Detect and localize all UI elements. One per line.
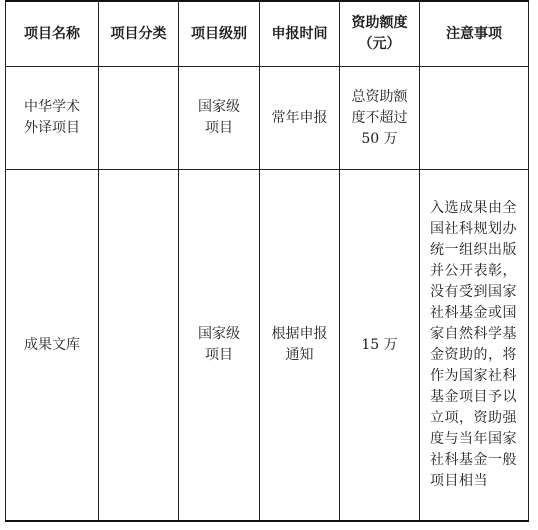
header-funding-amount-text: 资助额度（元） bbox=[351, 15, 408, 52]
project-table bbox=[5, 0, 529, 522]
header-project-category: 项目分类 bbox=[99, 1, 179, 67]
cell-project-name bbox=[6, 170, 99, 522]
cell-project-category bbox=[99, 67, 179, 170]
table-header-row bbox=[6, 1, 529, 67]
header-application-time: 申报时间 bbox=[260, 1, 340, 67]
cell-notes: 入选成果由全国社科规划办统一组织出版并公开表彰，没有受到国家社科基金或国家自然科学基金资助的，将作为国家社科基金项目予以立项，资助强度与当年国家社科基金一般项目相当 bbox=[420, 170, 529, 522]
header-notes: 注意事项 bbox=[420, 1, 529, 67]
header-project-name: 项目名称 bbox=[6, 1, 99, 67]
cell-project-level bbox=[179, 67, 260, 170]
cell-funding-amount-text: 15 万 bbox=[361, 336, 398, 353]
cell-funding-amount-text: 总资助额度不超过 50 万 bbox=[351, 88, 408, 147]
cell-project-name-text: 成果文库 bbox=[24, 336, 80, 353]
cell-application-time bbox=[260, 170, 340, 522]
cell-application-time-text: 根据申报通知 bbox=[271, 326, 328, 363]
table-row bbox=[6, 67, 529, 170]
cell-funding-amount bbox=[340, 67, 420, 170]
cell-project-name-text: 中华学术外译项目 bbox=[24, 99, 80, 136]
cell-project-category bbox=[99, 170, 179, 522]
cell-notes bbox=[420, 67, 529, 170]
cell-project-level-text: 国家级项目 bbox=[198, 326, 240, 363]
cell-application-time bbox=[260, 67, 340, 170]
cell-project-level bbox=[179, 170, 260, 522]
cell-funding-amount bbox=[340, 170, 420, 522]
cell-application-time-text: 常年申报 bbox=[271, 109, 328, 126]
table-row bbox=[6, 170, 529, 522]
cell-project-name bbox=[6, 67, 99, 170]
header-project-level: 项目级别 bbox=[179, 1, 260, 67]
header-funding-amount bbox=[340, 1, 420, 67]
cell-project-level-text: 国家级项目 bbox=[198, 99, 240, 136]
